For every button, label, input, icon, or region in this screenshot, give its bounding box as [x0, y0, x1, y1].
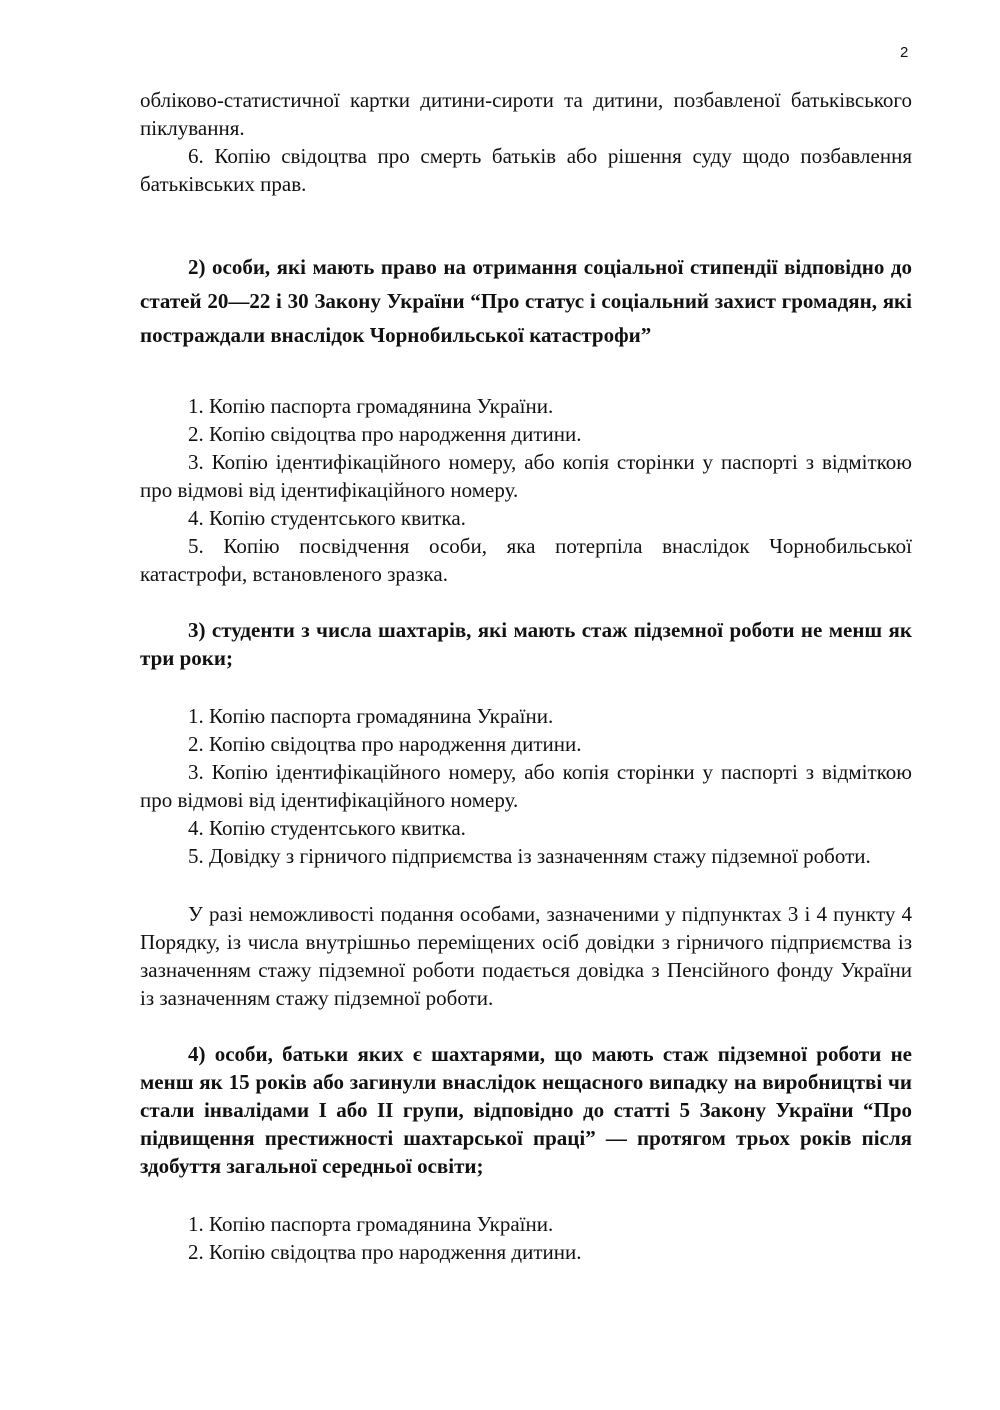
section-3-heading: 3) студенти з числа шахтарів, які мають стаж підземної роботи не менш як три роки; — [140, 618, 912, 670]
page-number: 2 — [900, 44, 909, 61]
section-3-note: У разі неможливості подання особами, зазначеними у підпунктах 3 і 4 пункту 4 Порядку, із числа внутрішньо переміщених осіб довідки з гірничого підприємства із зазначенням стажу підземної роботи подається довідка з Пенсійного фонду України із зазначенням стажу підземної роботи. — [140, 902, 912, 1010]
section-4-heading: 4) особи, батьки яких є шахтарями, що мають стаж підземної роботи не менш як 15 років або загинули внаслідок нещасного випадку на виробництві чи стали інвалідами I або II групи, відповідно до статті 5 Закону України “Про підвищення престижності шахтарської праці” — протягом трьох років після здобуття загальної середньої освіти; — [140, 1042, 912, 1178]
section-3-item: 1. Копію паспорта громадянина України. — [188, 704, 554, 728]
section-4-item: 2. Копію свідоцтва про народження дитини. — [188, 1240, 582, 1264]
section-2-heading: 2) особи, які мають право на отримання соціальної стипендії відповідно до статей 20—22 і 30 Закону України “Про статус і соціальний захист громадян, які постраждали внаслідок Чорнобильської катастрофи” — [140, 255, 912, 347]
section-3-item: 3. Копію ідентифікаційного номеру, або копія сторінки у паспорті з відміткою про відмові від ідентифікаційного номеру. — [140, 760, 912, 812]
section-2-item: 3. Копію ідентифікаційного номеру, або копія сторінки у паспорті з відміткою про відмові від ідентифікаційного номеру. — [140, 450, 912, 502]
section-3-list — [140, 702, 912, 870]
section-2-item: 2. Копію свідоцтва про народження дитини. — [188, 422, 582, 446]
intro-item-6: 6. Копію свідоцтва про смерть батьків або рішення суду щодо позбавлення батьківських прав. — [140, 144, 912, 196]
section-2-item: 4. Копію студентського квитка. — [188, 506, 466, 530]
section-2-item: 1. Копію паспорта громадянина України. — [188, 394, 554, 418]
section-3-item: 2. Копію свідоцтва про народження дитини. — [188, 732, 582, 756]
section-4-item: 1. Копію паспорта громадянина України. — [188, 1212, 554, 1236]
section-2-item: 5. Копію посвідчення особи, яка потерпіла внаслідок Чорнобильської катастрофи, встановленого зразка. — [140, 534, 912, 586]
document-body — [140, 86, 912, 1266]
section-4-list — [140, 1210, 912, 1266]
section-2-list — [140, 392, 912, 588]
intro-continuation: обліково-статистичної картки дитини-сироти та дитини, позбавленої батьківського піклування. — [140, 88, 912, 140]
section-3-item: 5. Довідку з гірничого підприємства із зазначенням стажу підземної роботи. — [188, 844, 871, 868]
section-3-item: 4. Копію студентського квитка. — [188, 816, 466, 840]
